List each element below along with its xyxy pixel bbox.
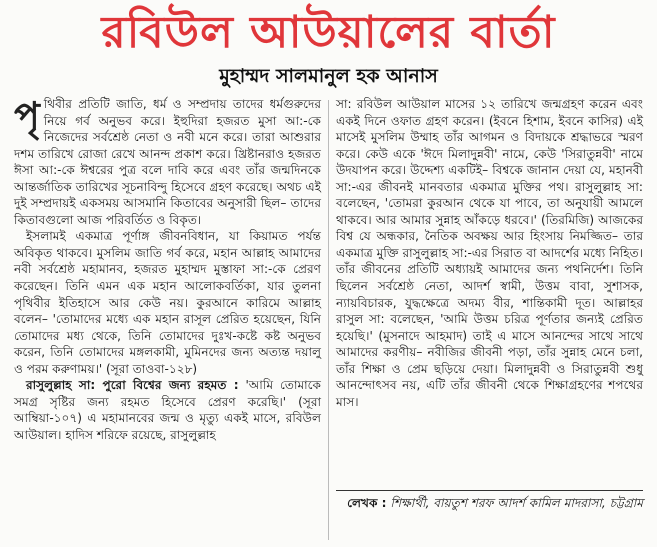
paragraph-rabiul: সা: রবিউল আউয়াল মাসের ১২ তারিখে জন্মগ্রহণ করেন এবং একই দিনে ওফাত গ্রহণ করেন। (ইবনে হিশাম, ইবনে কাসির) এই মাসেই মুসলিম উম্মাহ তাঁর আগমন ও বিদায়কে শ্রদ্ধাভরে স্মরণ করে। কেউ একে 'ঈদে মিলাদুন্নবী' নামে, কেউ 'সিরাতুন্নবী' নামে উদযাপন করে। উদ্দেশ্য একটিই– বিশ্বকে জানান দেয়া যে, মহানবী সা:-এর জীবনই মানবতার একমাত্র মুক্তির পথ। রাসুলুল্লাহ সা: বলেছেন, 'তোমরা কুরআন থেকে যা পাবে, তা অনুযায়ী আমলে থাকবে। আর আমার সুন্নাহ আঁকড়ে ধরবে।' (তিরমিজি) আজকের বিশ্ব যে অন্ধকার, নৈতিক অবক্ষয় আর হিংসায় নিমজ্জিত– তার একমাত্র মুক্তি রাসুলুল্লাহ সা:-এর সিরাত বা আদর্শের মধ্যে নিহিত। তাঁর জীবনের প্রতিটি অধ্যায়ই আমাদের জন্য পথনির্দেশ। তিনি ছিলেন সর্বশ্রেষ্ঠ নেতা, আদর্শ স্বামী, উত্তম বাবা, সুশাসক, ন্যায়বিচারক, যুদ্ধক্ষেত্রে অদম্য বীর, শান্তিকামী দূত। আল্লাহর রাসুল সা: বলেছেন, 'আমি উত্তম চরিত্র পূর্ণতার জন্যই প্রেরিত হয়েছি।' (মুসনাদে আহমাদ) তাই এ মাসে আনন্দের সাথে সাথে আমাদের করণীয়– নবীজির জীবনী পড়া, তাঁর সুন্নাহ মেনে চলা, তাঁর শিক্ষা ও প্রেম ছড়িয়ে দেয়া। মিলাদুন্নবী ও সিরাতুন্নবী শুধু আনন্দোৎসব নয়, এটি তাঁর জীবনী থেকে শিক্ষাগ্রহণের শপথের মাস। bbox=[336, 97, 643, 409]
article-byline: মুহাম্মদ সালমানুল হক আনাস bbox=[219, 65, 438, 87]
column-divider bbox=[328, 100, 329, 540]
author-text: শিক্ষার্থী, বায়তুশ শরফ আদর্শ কামিল মাদরাসা, চট্টগ্রাম bbox=[390, 496, 643, 510]
drop-cap: পৃ bbox=[14, 94, 40, 138]
left-column bbox=[14, 96, 321, 443]
right-column bbox=[336, 96, 643, 410]
paragraph-intro-text: থিবীর প্রতিটি জাতি, ধর্ম ও সম্প্রদায় তাদের ধর্মগুরুদের নিয়ে গর্ব অনুভব করে। ইহুদিরা হজরত মুসা আ:-কে নিজেদের সর্বশ্রেষ্ঠ নেতা ও নবী মনে করে। তারা আশুরার দশম তারিখে রোজা রেখে আনন্দ প্রকাশ করে। খ্রিষ্টানরাও হজরত ঈসা আ:-কে ঈশ্বরের পুত্র বলে দাবি করে এবং তাঁর জন্মদিনকে আন্তর্জাতিক তারিখের সূচনাবিন্দু হিসেবে গ্রহণ করেছে। অথচ এই দুই সম্প্রদায়ই একসময় আসমানি কিতাবের অনুসারী ছিল– তাদের কিতাবগুলো আজ পরিবর্তিত ও বিকৃত। bbox=[14, 97, 321, 227]
paragraph-islam: ইসলামই একমাত্র পূর্ণাঙ্গ জীবনবিধান, যা কিয়ামত পর্যন্ত অবিকৃত থাকবে। মুসলিম জাতি গর্ব করে, মহান আল্লাহ আমাদের নবী সর্বশ্রেষ্ঠ মহামানব, হজরত মুহাম্মদ মুস্তাফা সা:-কে প্রেরণ করেছেন। তিনি এমন এক মহান আলোকবর্তিকা, যার তুলনা পৃথিবীর ইতিহাসে আর কেউ নয়। কুরআনে কারিমে আল্লাহ বলেন– 'তোমাদের মধ্যে এক মহান রাসূল প্রেরিত হয়েছেন, যিনি তোমাদের মধ্য থেকে, তিনি তোমাদের দুঃখ-কষ্টে কষ্ট অনুভব করেন, তিনি তোমাদের মঙ্গলকামী, মুমিনদের জন্য অত্যন্ত দয়ালু ও পরম করুণাময়।' (সূরা তাওবা-১২৮) bbox=[14, 229, 321, 376]
subheading-rahmat: রাসুলুল্লাহ সা: পুরো বিশ্বের জন্য রহমত : bbox=[26, 378, 239, 393]
author-label: লেখক : bbox=[347, 496, 387, 510]
article-headline: রবিউল আউয়ালের বার্তা bbox=[101, 7, 556, 58]
paragraph-intro bbox=[14, 96, 321, 228]
author-credit bbox=[336, 490, 643, 512]
paragraph-rahmat bbox=[14, 377, 321, 443]
paragraph-rahmat-text: 'আমি তোমাকে সমগ্র সৃষ্টির জন্য রহমত হিসেবে প্রেরণ করেছি।' (সূরা আম্বিয়া-১০৭) এ মহামানবের জন্ম ও মৃত্যু একই মাসে, রবিউল আউয়াল। হাদিস শরিফে রয়েছে, রাসুলুল্লাহ bbox=[14, 378, 321, 442]
